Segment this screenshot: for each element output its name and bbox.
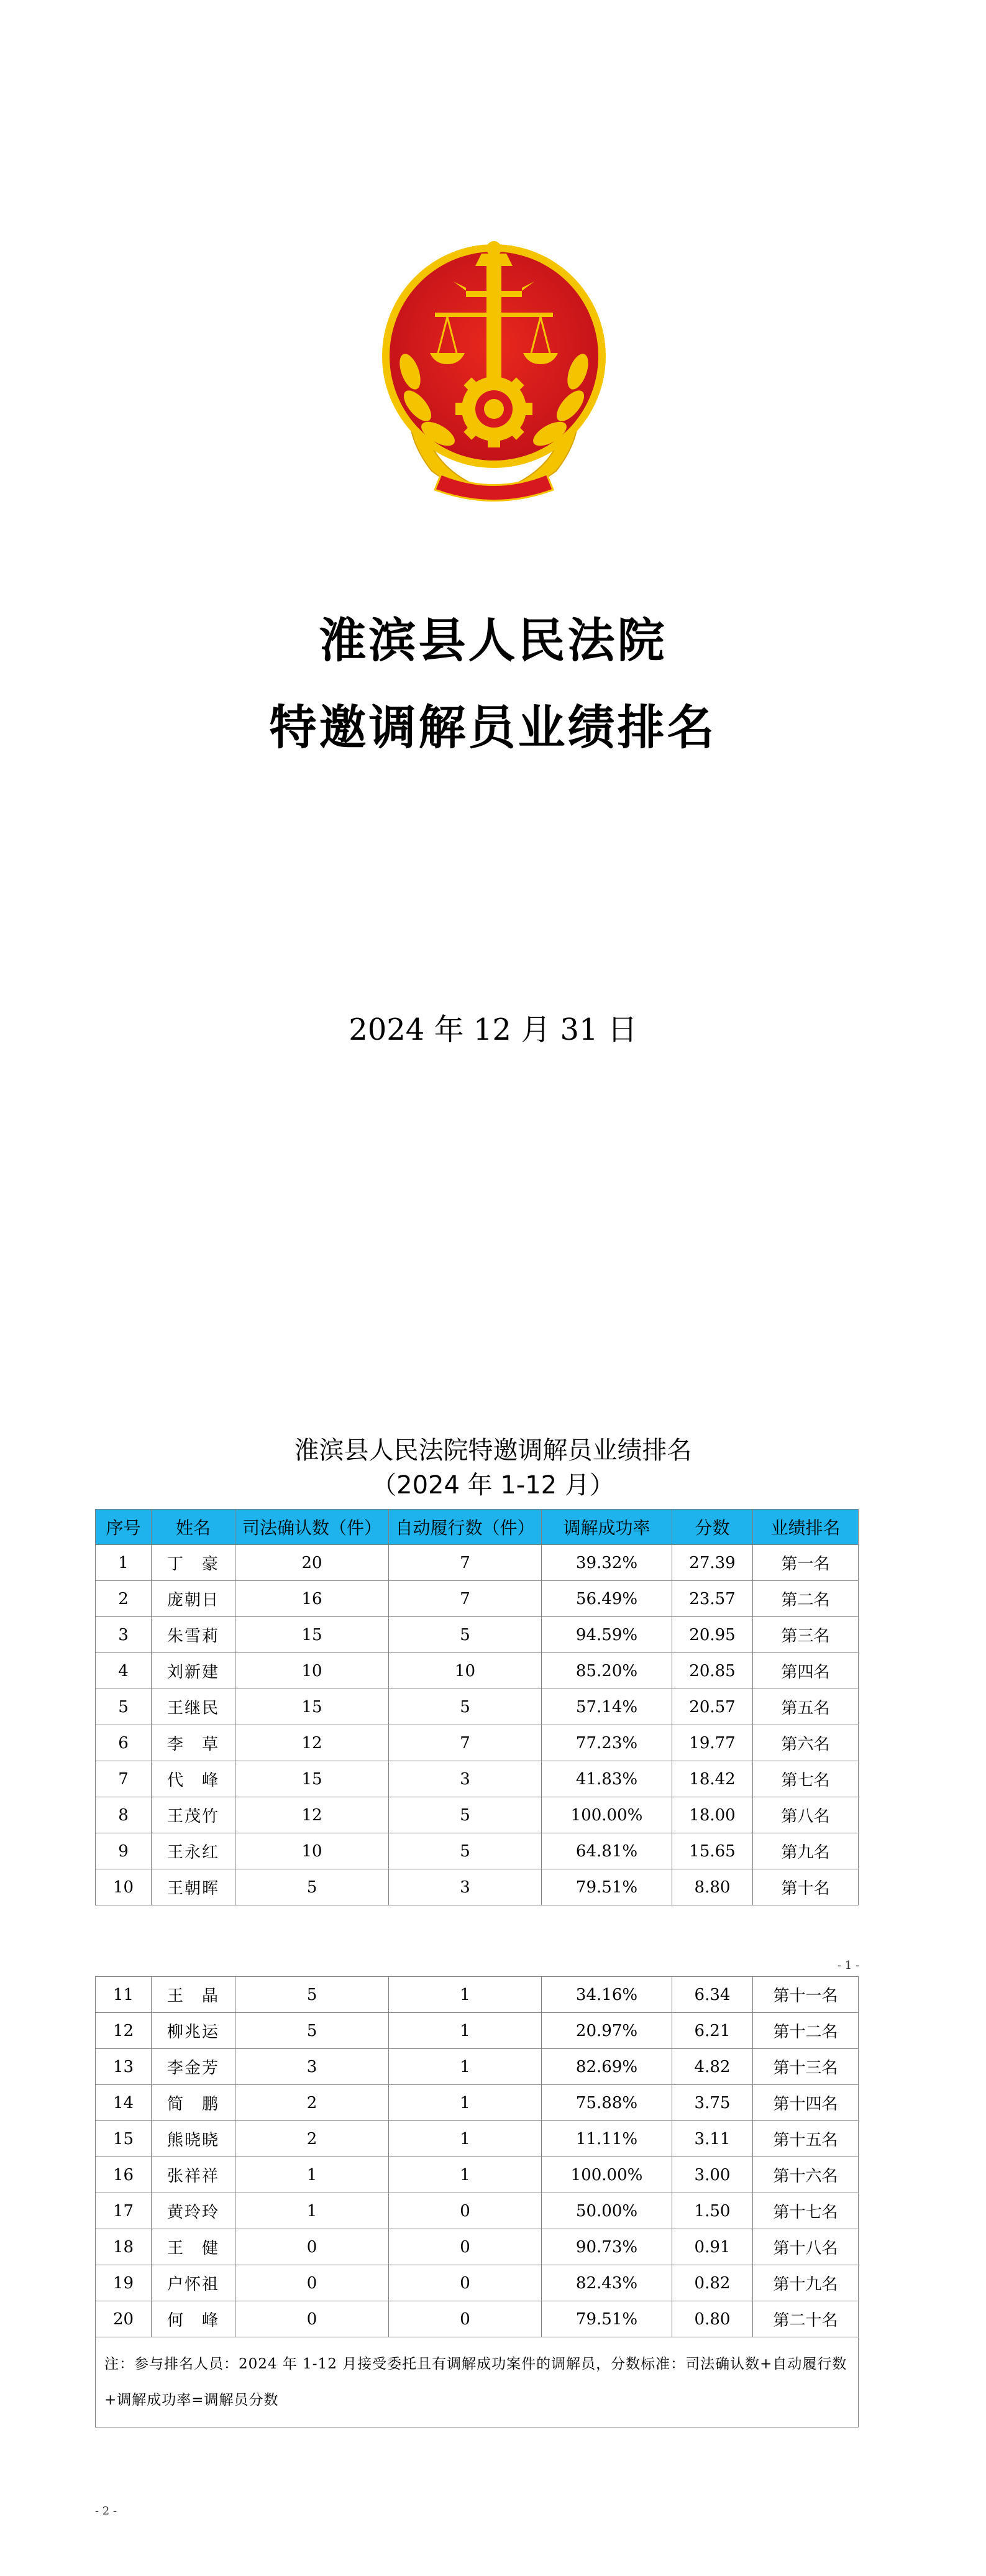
- row-rank: 第七名: [753, 1761, 859, 1797]
- row-index: 10: [96, 1869, 152, 1905]
- row-index: 6: [96, 1725, 152, 1761]
- table-row: [96, 2229, 859, 2265]
- table-row: [96, 1581, 859, 1617]
- page-number: - 2 -: [95, 2505, 117, 2518]
- table-title: 淮滨县人民法院特邀调解员业绩排名: [294, 1436, 692, 1465]
- row-judicial-confirmations: 3: [235, 2049, 389, 2085]
- row-name: 代 峰: [152, 1761, 235, 1797]
- row-rank: 第十一名: [753, 1977, 859, 2013]
- page-number: - 1 -: [838, 1959, 860, 1972]
- table-row: [96, 1797, 859, 1833]
- row-auto-fulfilled: 7: [389, 1545, 542, 1581]
- row-auto-fulfilled: 1: [389, 2121, 542, 2157]
- row-index: 9: [96, 1833, 152, 1869]
- row-score: 20.85: [672, 1653, 753, 1689]
- row-score: 4.82: [672, 2049, 753, 2085]
- row-success-rate: 94.59%: [542, 1617, 672, 1653]
- table-row: [96, 2049, 859, 2085]
- row-judicial-confirmations: 0: [235, 2229, 389, 2265]
- row-index: 4: [96, 1653, 152, 1689]
- row-name: 王 晶: [152, 1977, 235, 2013]
- row-judicial-confirmations: 12: [235, 1797, 389, 1833]
- header-index: 序号: [96, 1510, 152, 1545]
- row-rank: 第十二名: [753, 2013, 859, 2049]
- row-judicial-confirmations: 15: [235, 1689, 389, 1725]
- table-row: [96, 2301, 859, 2337]
- row-name: 户怀祖: [152, 2265, 235, 2301]
- row-judicial-confirmations: 0: [235, 2265, 389, 2301]
- row-index: 2: [96, 1581, 152, 1617]
- row-name: 柳兆运: [152, 2013, 235, 2049]
- row-judicial-confirmations: 12: [235, 1725, 389, 1761]
- row-rank: 第十三名: [753, 2049, 859, 2085]
- row-judicial-confirmations: 5: [235, 1977, 389, 2013]
- row-success-rate: 100.00%: [542, 1797, 672, 1833]
- row-rank: 第二十名: [753, 2301, 859, 2337]
- table-subtitle: （2024 年 1-12 月）: [372, 1471, 614, 1500]
- row-success-rate: 64.81%: [542, 1833, 672, 1869]
- table-row: [96, 2193, 859, 2229]
- row-judicial-confirmations: 5: [235, 1869, 389, 1905]
- row-rank: 第九名: [753, 1833, 859, 1869]
- row-auto-fulfilled: 1: [389, 2157, 542, 2193]
- row-name: 何 峰: [152, 2301, 235, 2337]
- table-row: [96, 1761, 859, 1797]
- row-name: 朱雪莉: [152, 1617, 235, 1653]
- row-success-rate: 50.00%: [542, 2193, 672, 2229]
- row-score: 3.00: [672, 2157, 753, 2193]
- row-rank: 第十六名: [753, 2157, 859, 2193]
- row-judicial-confirmations: 15: [235, 1617, 389, 1653]
- row-name: 王 健: [152, 2229, 235, 2265]
- row-rank: 第六名: [753, 1725, 859, 1761]
- row-name: 庞朝日: [152, 1581, 235, 1617]
- row-index: 5: [96, 1689, 152, 1725]
- row-judicial-confirmations: 0: [235, 2301, 389, 2337]
- row-auto-fulfilled: 5: [389, 1689, 542, 1725]
- row-success-rate: 82.43%: [542, 2265, 672, 2301]
- row-score: 15.65: [672, 1833, 753, 1869]
- row-rank: 第十名: [753, 1869, 859, 1905]
- row-index: 17: [96, 2193, 152, 2229]
- row-index: 12: [96, 2013, 152, 2049]
- row-score: 0.82: [672, 2265, 753, 2301]
- header-rank: 业绩排名: [753, 1510, 859, 1545]
- row-index: 20: [96, 2301, 152, 2337]
- row-auto-fulfilled: 0: [389, 2265, 542, 2301]
- row-auto-fulfilled: 1: [389, 1977, 542, 2013]
- row-judicial-confirmations: 20: [235, 1545, 389, 1581]
- row-success-rate: 82.69%: [542, 2049, 672, 2085]
- row-name: 王继民: [152, 1689, 235, 1725]
- row-score: 19.77: [672, 1725, 753, 1761]
- row-judicial-confirmations: 1: [235, 2157, 389, 2193]
- cover-title-line2: 特邀调解员业绩排名: [269, 700, 717, 755]
- row-judicial-confirmations: 5: [235, 2013, 389, 2049]
- row-auto-fulfilled: 7: [389, 1581, 542, 1617]
- row-auto-fulfilled: 5: [389, 1833, 542, 1869]
- row-name: 李 草: [152, 1725, 235, 1761]
- table-row: [96, 1653, 859, 1689]
- row-success-rate: 75.88%: [542, 2085, 672, 2121]
- row-name: 张祥祥: [152, 2157, 235, 2193]
- row-success-rate: 41.83%: [542, 1761, 672, 1797]
- row-name: 丁 豪: [152, 1545, 235, 1581]
- row-rank: 第二名: [753, 1581, 859, 1617]
- row-score: 18.00: [672, 1797, 753, 1833]
- table-row: [96, 2157, 859, 2193]
- header-name: 姓名: [152, 1510, 235, 1545]
- row-rank: 第十八名: [753, 2229, 859, 2265]
- court-emblem-icon: [373, 229, 615, 505]
- table-row: [96, 1689, 859, 1725]
- row-success-rate: 79.51%: [542, 2301, 672, 2337]
- row-success-rate: 56.49%: [542, 1581, 672, 1617]
- table-row: [96, 1833, 859, 1869]
- table-row: [96, 2265, 859, 2301]
- row-auto-fulfilled: 1: [389, 2013, 542, 2049]
- row-auto-fulfilled: 3: [389, 1869, 542, 1905]
- row-name: 王朝晖: [152, 1869, 235, 1905]
- row-rank: 第十七名: [753, 2193, 859, 2229]
- cover-date: 2024 年 12 月 31 日: [349, 1012, 637, 1047]
- row-auto-fulfilled: 5: [389, 1797, 542, 1833]
- row-score: 27.39: [672, 1545, 753, 1581]
- row-score: 23.57: [672, 1581, 753, 1617]
- table-body-part2: [96, 1977, 859, 2337]
- table-row: [96, 2121, 859, 2157]
- row-success-rate: 20.97%: [542, 2013, 672, 2049]
- ranking-table-part2: [95, 1976, 859, 2427]
- row-judicial-confirmations: 1: [235, 2193, 389, 2229]
- row-name: 李金芳: [152, 2049, 235, 2085]
- row-score: 1.50: [672, 2193, 753, 2229]
- row-auto-fulfilled: 1: [389, 2049, 542, 2085]
- row-success-rate: 77.23%: [542, 1725, 672, 1761]
- row-index: 18: [96, 2229, 152, 2265]
- cover-title-line1: 淮滨县人民法院: [319, 613, 667, 668]
- row-name: 熊晓晓: [152, 2121, 235, 2157]
- row-score: 8.80: [672, 1869, 753, 1905]
- row-name: 王永红: [152, 1833, 235, 1869]
- row-auto-fulfilled: 1: [389, 2085, 542, 2121]
- row-auto-fulfilled: 10: [389, 1653, 542, 1689]
- row-success-rate: 79.51%: [542, 1869, 672, 1905]
- header-score: 分数: [672, 1510, 753, 1545]
- row-index: 14: [96, 2085, 152, 2121]
- row-name: 黄玲玲: [152, 2193, 235, 2229]
- table-row: [96, 1617, 859, 1653]
- row-judicial-confirmations: 10: [235, 1833, 389, 1869]
- row-index: 11: [96, 1977, 152, 2013]
- table-row: [96, 1977, 859, 2013]
- row-index: 16: [96, 2157, 152, 2193]
- row-success-rate: 85.20%: [542, 1653, 672, 1689]
- row-rank: 第四名: [753, 1653, 859, 1689]
- row-name: 简 鹏: [152, 2085, 235, 2121]
- row-rank: 第十四名: [753, 2085, 859, 2121]
- header-success-rate: 调解成功率: [542, 1510, 672, 1545]
- row-auto-fulfilled: 5: [389, 1617, 542, 1653]
- row-success-rate: 34.16%: [542, 1977, 672, 2013]
- row-rank: 第十五名: [753, 2121, 859, 2157]
- row-index: 1: [96, 1545, 152, 1581]
- row-index: 3: [96, 1617, 152, 1653]
- row-score: 18.42: [672, 1761, 753, 1797]
- row-judicial-confirmations: 2: [235, 2121, 389, 2157]
- row-score: 0.80: [672, 2301, 753, 2337]
- ranking-table-part1: [95, 1509, 859, 1905]
- row-score: 6.21: [672, 2013, 753, 2049]
- row-auto-fulfilled: 0: [389, 2193, 542, 2229]
- row-judicial-confirmations: 2: [235, 2085, 389, 2121]
- table-row: [96, 1725, 859, 1761]
- table-row: [96, 2085, 859, 2121]
- row-index: 15: [96, 2121, 152, 2157]
- row-success-rate: 11.11%: [542, 2121, 672, 2157]
- row-success-rate: 57.14%: [542, 1689, 672, 1725]
- row-judicial-confirmations: 16: [235, 1581, 389, 1617]
- note-row: [96, 2337, 859, 2427]
- header-auto-fulfilled: 自动履行数（件）: [389, 1510, 542, 1545]
- row-success-rate: 39.32%: [542, 1545, 672, 1581]
- header-judicial-confirmations: 司法确认数（件）: [235, 1510, 389, 1545]
- row-index: 19: [96, 2265, 152, 2301]
- row-rank: 第一名: [753, 1545, 859, 1581]
- row-auto-fulfilled: 7: [389, 1725, 542, 1761]
- row-name: 王茂竹: [152, 1797, 235, 1833]
- row-name: 刘新建: [152, 1653, 235, 1689]
- row-auto-fulfilled: 0: [389, 2301, 542, 2337]
- row-score: 0.91: [672, 2229, 753, 2265]
- row-index: 8: [96, 1797, 152, 1833]
- row-score: 3.11: [672, 2121, 753, 2157]
- row-rank: 第三名: [753, 1617, 859, 1653]
- table-row: [96, 1869, 859, 1905]
- row-success-rate: 100.00%: [542, 2157, 672, 2193]
- row-score: 3.75: [672, 2085, 753, 2121]
- row-auto-fulfilled: 3: [389, 1761, 542, 1797]
- table-header-row: [96, 1510, 859, 1545]
- row-index: 7: [96, 1761, 152, 1797]
- table-note: 注：参与排名人员：2024 年 1-12 月接受委托且有调解成功案件的调解员，分数标准：司法确认数+自动履行数+调解成功率=调解员分数: [96, 2337, 859, 2427]
- row-score: 6.34: [672, 1977, 753, 2013]
- row-success-rate: 90.73%: [542, 2229, 672, 2265]
- row-rank: 第八名: [753, 1797, 859, 1833]
- table-body-part1: [96, 1545, 859, 1905]
- table-row: [96, 2013, 859, 2049]
- row-index: 13: [96, 2049, 152, 2085]
- row-score: 20.57: [672, 1689, 753, 1725]
- table-row: [96, 1545, 859, 1581]
- row-judicial-confirmations: 15: [235, 1761, 389, 1797]
- row-auto-fulfilled: 0: [389, 2229, 542, 2265]
- row-judicial-confirmations: 10: [235, 1653, 389, 1689]
- row-score: 20.95: [672, 1617, 753, 1653]
- row-rank: 第十九名: [753, 2265, 859, 2301]
- row-rank: 第五名: [753, 1689, 859, 1725]
